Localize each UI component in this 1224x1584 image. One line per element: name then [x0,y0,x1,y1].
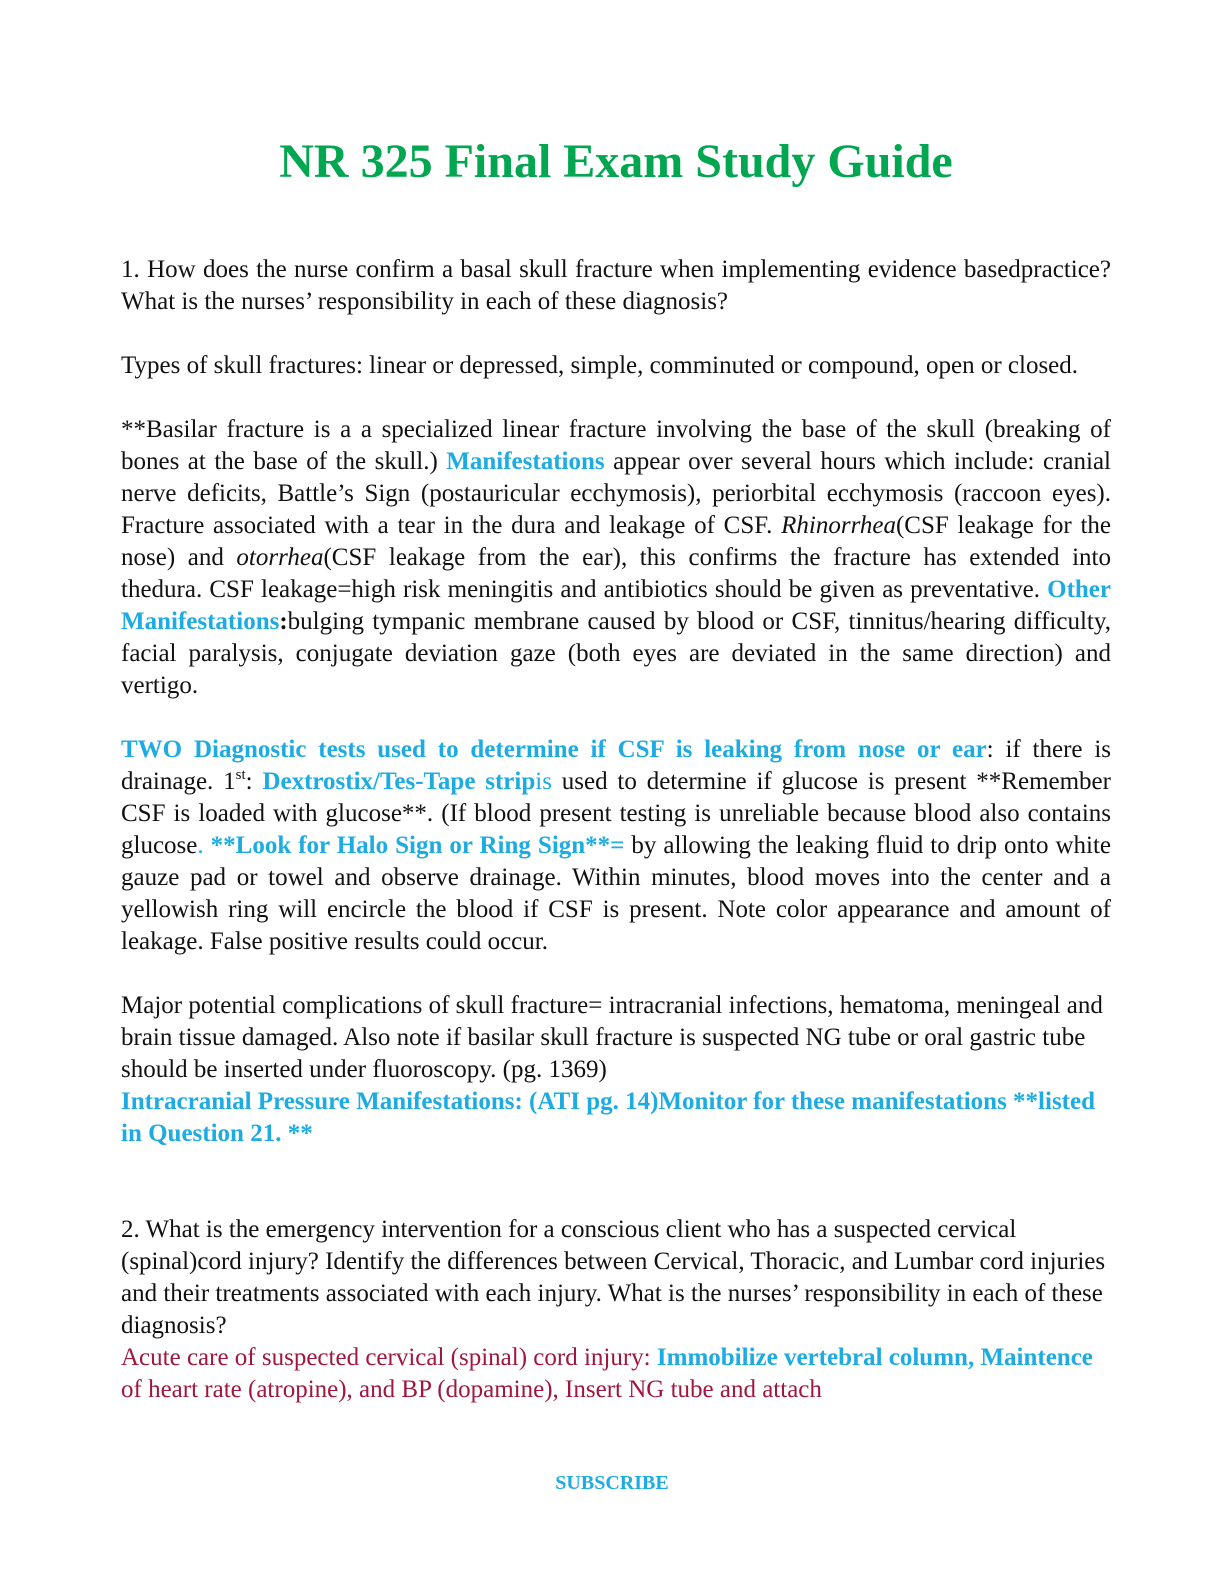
immobilize-heading: Immobilize vertebral column, Maintence [656,1344,1093,1371]
document-title: NR 325 Final Exam Study Guide [279,135,953,188]
document-body [121,254,1111,1406]
basilar-fracture-paragraph: **Basilar fracture is a a specialized linear fracture involving the base of the skull (breaking of bones at the base of the skull.) Manifestations appear over several hours which include: cranial nerve deficits, Battle’s Sign (postauricular ecchymosis), periorbital ecchymosis (raccoon eyes). Fracture associated with a tear in the dura and leakage of CSF. Rhinorrhea(CSF leakage for the nose) and otorrhea(CSF leakage from the ear), this confirms the fracture has extended into thedura. CSF leakage=high risk meningitis and antibiotics should be given as preventative. Other Manifestations:bulging tympanic membrane caused by blood or CSF, tinnitus/hearing difficulty, facial paralysis, conjugate deviation gaze (both eyes are deviated in the same direction) and vertigo. [121,416,1111,699]
otorrhea-term: otorrhea [236,544,324,571]
complications-paragraph: Major potential complications of skull fracture= intracranial infections, hematoma, meningeal and brain tissue damaged. Also note if basilar skull fracture is suspected NG tube or oral gastric tube should be inserted under fluoroscopy. (pg. 1369) [121,992,1103,1083]
diagnostic-tests-heading: TWO Diagnostic tests used to determine if CSF is leaking from nose or ear [121,736,987,763]
rhinorrhea-term: Rhinorrhea [781,512,896,539]
skull-fracture-types: Types of skull fractures: linear or depressed, simple, comminuted or compound, open or closed. [121,352,1079,379]
diagnostic-tests-paragraph: TWO Diagnostic tests used to determine if CSF is leaking from nose or ear: if there is drainage. 1st: Dextrostix/Tes-Tape stripis used to determine if glucose is present **Remember CSF is loaded with glucose**. (If blood present testing is unreliable because blood also contains glucose. **Look for Halo Sign or Ring Sign**= by allowing the leaking fluid to drip onto white gauze pad or towel and observe drainage. Within minutes, blood moves into the center and a yellowish ring will encircle the blood if CSF is present. Note color appearance and amount of leakage. False positive results could occur. [121,736,1112,955]
question-2: 2. What is the emergency intervention for a conscious client who has a suspected cervical (spinal)cord injury? Identify the differences between Cervical, Thoracic, and Lumbar cord injuries and their treatments associated with each injury. What is the nurses’ responsibility in each of these diagnosis? [121,1216,1106,1339]
other-manifestations-heading: Other Manifestations [121,576,1111,635]
question-1: 1. How does the nurse confirm a basal skull fracture when implementing evidence basedpractice? What is the nurses’ responsibility in each of these diagnosis? [121,256,1111,315]
dextrostix-heading: Dextrostix/Tes-Tape strip [262,768,536,795]
icp-manifestations-heading: Intracranial Pressure Manifestations: (ATI pg. 14)Monitor for these manifestations **listed in Question 21. ** [121,1088,1095,1147]
subscribe-link[interactable]: SUBSCRIBE [555,1472,669,1494]
manifestations-heading: Manifestations [446,448,605,475]
halo-sign-heading: **Look for Halo Sign or Ring Sign**= [210,832,625,859]
acute-care-label: Acute care of suspected cervical (spinal) cord injury: [121,1344,657,1371]
acute-care-paragraph: Acute care of suspected cervical (spinal) cord injury: Immobilize vertebral column, Maintence of heart rate (atropine), and BP (dopamine), Insert NG tube and attach [121,1344,1093,1403]
